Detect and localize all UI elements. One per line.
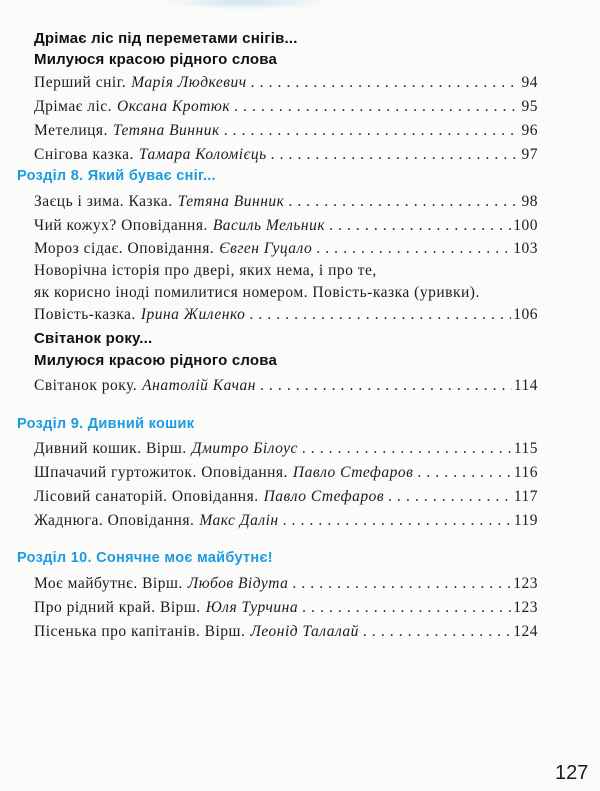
- entry-title: Світанок року.: [34, 377, 138, 394]
- entry-author: Тетяна Винник: [112, 122, 220, 139]
- dot-leader: [417, 464, 511, 482]
- toc-entry[interactable]: [34, 512, 538, 530]
- toc-entry[interactable]: [34, 377, 538, 395]
- entry-author: Василь Мельник: [212, 217, 326, 234]
- entry-page: 97: [521, 146, 538, 163]
- entry-author: Оксана Кротюк: [117, 98, 231, 115]
- dot-leader: [283, 512, 512, 530]
- entry-title: Повість-казка.: [34, 306, 136, 323]
- toc-entry[interactable]: [34, 122, 538, 140]
- entry-page: 124: [513, 623, 538, 640]
- entry-title: Лісовий санаторій. Оповідання.: [34, 488, 259, 505]
- entry-page: 115: [513, 440, 538, 457]
- dot-leader: [302, 440, 512, 458]
- subheading: Дрімає ліс під переметами снігів...: [34, 30, 298, 47]
- entry-title: Жаднюга. Оповідання.: [34, 512, 195, 529]
- toc-entry[interactable]: [34, 575, 538, 593]
- entry-page: 123: [513, 599, 538, 616]
- entry-author: Павло Стефаров: [292, 464, 414, 481]
- subheading: Світанок року...: [34, 330, 153, 347]
- entry-page: 103: [513, 240, 538, 257]
- page-number: 127: [555, 762, 589, 784]
- toc-entry[interactable]: [34, 440, 538, 458]
- toc-entry[interactable]: [34, 488, 538, 506]
- entry-page: 106: [513, 306, 538, 323]
- entry-author: Дмитро Білоус: [191, 440, 298, 457]
- toc-entry[interactable]: [34, 74, 538, 92]
- entry-author: Юля Турчина: [205, 599, 299, 616]
- dot-leader: [224, 122, 520, 140]
- entry-title: Моє майбутнє. Вірш.: [34, 575, 183, 592]
- entry-author: Любов Відута: [187, 575, 289, 592]
- entry-title: Дрімає ліс.: [34, 98, 113, 115]
- entry-title: Дивний кошик. Вірш.: [34, 440, 187, 457]
- entry-page: 119: [513, 512, 538, 529]
- toc-entry[interactable]: [34, 599, 538, 617]
- entry-title: Шпачачий гуртожиток. Оповідання.: [34, 464, 288, 481]
- toc-entry[interactable]: [34, 464, 538, 482]
- dot-leader: [316, 240, 511, 258]
- entry-author: Ірина Жиленко: [140, 306, 246, 323]
- entry-author: Леонід Талалай: [250, 623, 359, 640]
- entry-page: 114: [513, 377, 538, 394]
- toc-entry[interactable]: [34, 306, 538, 324]
- entry-page: 94: [521, 74, 538, 91]
- entry-author: Анатолій Качан: [142, 377, 256, 394]
- section-heading-9[interactable]: Розділ 9. Дивний кошик: [17, 416, 195, 432]
- entry-title-line: як корисно іноді помилитися номером. Повість-казка (уривки).: [34, 284, 480, 301]
- dot-leader: [329, 217, 511, 235]
- dot-leader: [388, 488, 512, 506]
- entry-title: Мороз сідає. Оповідання.: [34, 240, 215, 257]
- entry-page: 98: [521, 193, 538, 210]
- toc-entry[interactable]: [34, 623, 538, 641]
- entry-author: Марія Людкевич: [131, 74, 247, 91]
- entry-title: Про рідний край. Вірш.: [34, 599, 201, 616]
- top-decoration: [160, 0, 330, 10]
- toc-entry[interactable]: [34, 193, 538, 211]
- toc-entry[interactable]: [34, 98, 538, 116]
- dot-leader: [260, 377, 512, 395]
- entry-title: Пісенька про капітанів. Вірш.: [34, 623, 246, 640]
- entry-author: Павло Стефаров: [263, 488, 385, 505]
- dot-leader: [251, 74, 520, 92]
- dot-leader: [234, 98, 519, 116]
- dot-leader: [288, 193, 519, 211]
- entry-page: 117: [513, 488, 538, 505]
- entry-title: Чий кожух? Оповідання.: [34, 217, 208, 234]
- dot-leader: [292, 575, 511, 593]
- entry-title: Метелиця.: [34, 122, 108, 139]
- entry-author: Тетяна Винник: [177, 193, 285, 210]
- section-heading-10[interactable]: Розділ 10. Сонячне моє майбутнє!: [17, 550, 273, 566]
- entry-title: Перший сніг.: [34, 74, 127, 91]
- entry-page: 95: [521, 98, 538, 115]
- dot-leader: [271, 146, 520, 164]
- section-heading-8[interactable]: Розділ 8. Який буває сніг...: [17, 168, 216, 184]
- entry-author: Євген Гуцало: [219, 240, 313, 257]
- entry-page: 116: [513, 464, 538, 481]
- dot-leader: [363, 623, 511, 641]
- toc-entry[interactable]: [34, 217, 538, 235]
- entry-page: 100: [513, 217, 538, 234]
- dot-leader: [249, 306, 511, 324]
- toc-entry[interactable]: [34, 146, 538, 164]
- dot-leader: [302, 599, 511, 617]
- subheading: Милуюся красою рідного слова: [34, 51, 278, 68]
- entry-title: Снігова казка.: [34, 146, 134, 163]
- entry-page: 96: [521, 122, 538, 139]
- subheading: Милуюся красою рідного слова: [34, 352, 278, 369]
- entry-author: Тамара Коломієць: [138, 146, 267, 163]
- entry-author: Макс Далін: [199, 512, 279, 529]
- entry-title: Заєць і зима. Казка.: [34, 193, 173, 210]
- entry-page: 123: [513, 575, 538, 592]
- toc-entry[interactable]: [34, 240, 538, 258]
- entry-title-line: Новорічна історія про двері, яких нема, і про те,: [34, 262, 377, 279]
